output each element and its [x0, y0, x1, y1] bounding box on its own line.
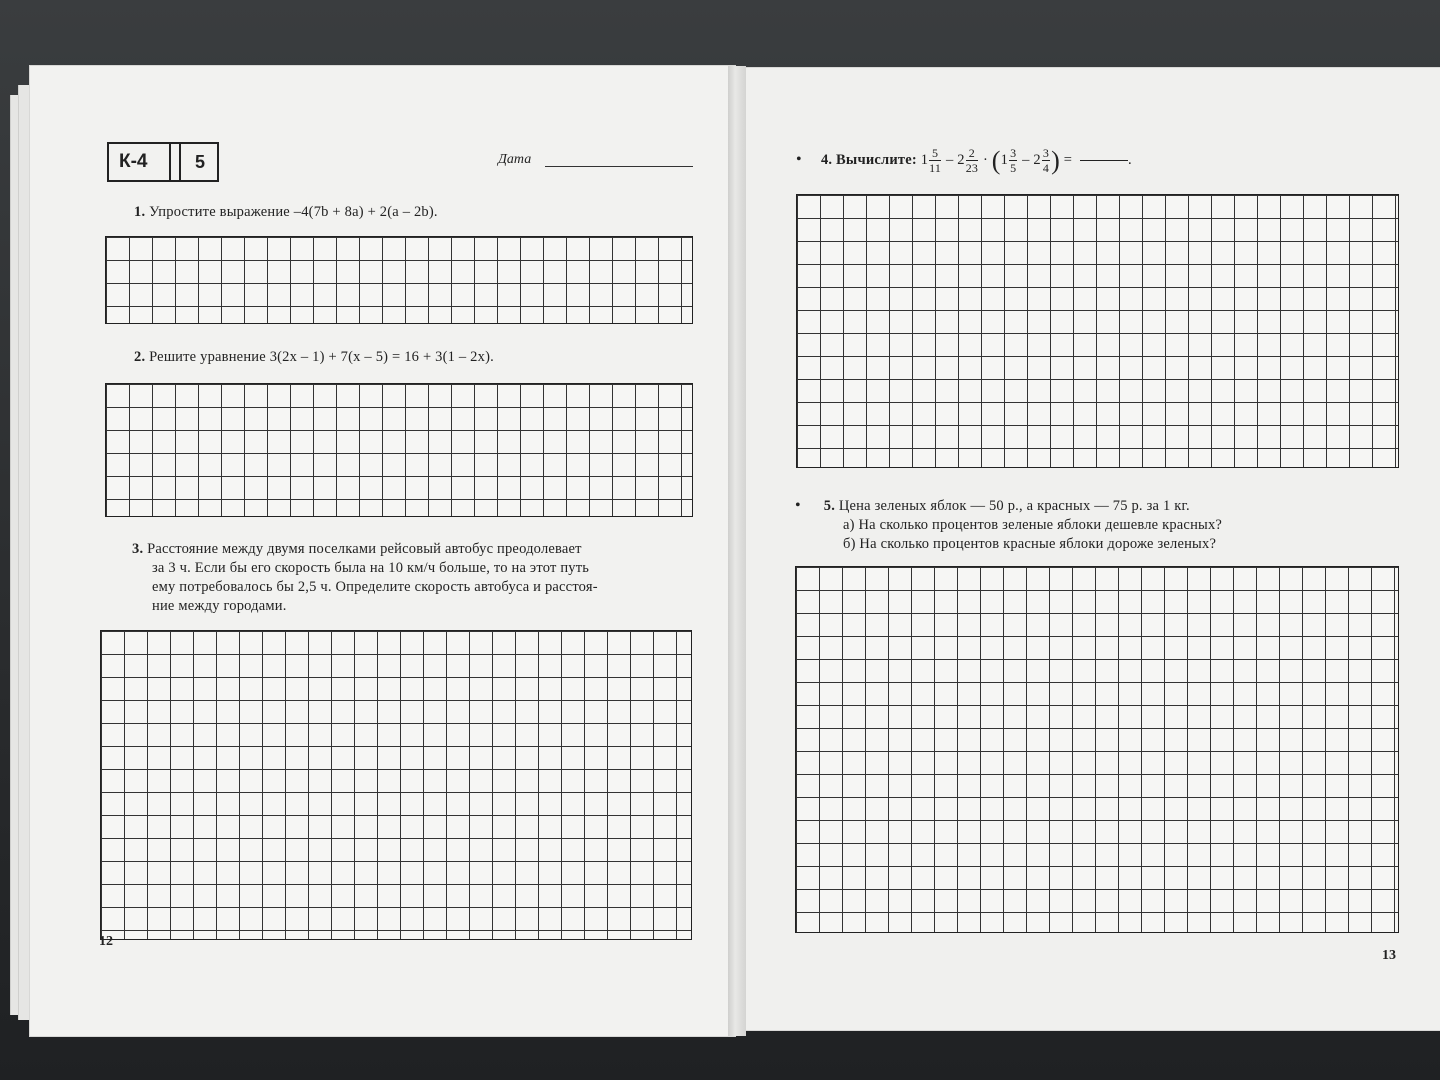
mixed-number-whole: 1: [920, 151, 929, 168]
mixed-number-whole: 2: [1033, 151, 1041, 168]
answer-grid-4[interactable]: [796, 194, 1399, 468]
worksheet-badge: [107, 142, 219, 182]
fraction: $\frac{3}{5}$: [1010, 146, 1017, 175]
page-number-right: 13: [1382, 948, 1396, 963]
fraction: $\frac{2}{23}$: [965, 146, 979, 175]
date-label: Дата: [498, 152, 532, 167]
answer-grid-2[interactable]: [105, 383, 693, 517]
task-3-line: за 3 ч. Если бы его скорость была на 10 км/ч больше, то на этот путь: [152, 560, 590, 576]
page-number-left: 12: [99, 934, 113, 949]
task-4-end: .: [1127, 151, 1132, 168]
answer-grid-3[interactable]: [100, 630, 692, 940]
operator-minus: –: [1022, 151, 1030, 168]
task-4-number: 4.: [820, 151, 833, 168]
fraction: $\frac{5}{11}$: [929, 146, 942, 175]
task-4-label: Вычислите:: [836, 151, 917, 168]
task-5-bullet: •: [795, 497, 801, 514]
task-3-line: Расстояние между двумя поселками рейсовый автобус преодолевает: [147, 541, 582, 557]
task-5-part-a: а) На сколько процентов зеленые яблоки дешевле красных?: [843, 517, 1223, 533]
task-1-number: 1.: [134, 204, 146, 220]
badge-spiral-icon: [169, 144, 181, 180]
task-1-text: Упростите выражение –4(7b + 8a) + 2(a – 2b).: [149, 204, 438, 220]
task-5-text: Цена зеленых яблок — 50 р., а красных — 75 р. за 1 кг.: [838, 498, 1190, 514]
task-2: [134, 348, 494, 367]
operator-dot: ·: [982, 151, 988, 168]
fraction: $\frac{3}{4}$: [1042, 146, 1050, 175]
task-3-line: ему потребовалось бы 2,5 ч. Определите скорость автобуса и расстоя-: [152, 579, 598, 595]
task-2-number: 2.: [134, 349, 146, 365]
open-paren: (: [991, 146, 1001, 175]
close-paren: ): [1051, 146, 1060, 175]
task-4: [796, 146, 1132, 175]
task-5-part-b: б) На сколько процентов красные яблоки дороже зеленых?: [843, 536, 1217, 552]
task-2-text: Решите уравнение 3(2x – 1) + 7(x – 5) = 16 + 3(1 – 2x).: [149, 349, 494, 365]
task-5-number: 5.: [823, 498, 836, 514]
operator-equals: =: [1063, 151, 1073, 168]
task-3: [132, 540, 702, 616]
date-field-line[interactable]: [545, 166, 693, 167]
book-spine: [728, 66, 746, 1036]
task-4-bullet: •: [796, 150, 802, 168]
answer-blank[interactable]: [1080, 160, 1128, 161]
task-5: [795, 496, 1222, 554]
task-1: [134, 203, 438, 222]
task-3-number: 3.: [132, 541, 144, 557]
answer-grid-1[interactable]: [105, 236, 693, 324]
mixed-number-whole: 1: [1000, 151, 1009, 168]
variant-number: 5: [195, 151, 206, 172]
mixed-number-whole: 2: [957, 151, 965, 168]
operator-minus: –: [945, 151, 954, 168]
worksheet-code: К-4: [119, 151, 148, 172]
answer-grid-5[interactable]: [795, 566, 1399, 933]
task-3-line: ние между городами.: [152, 598, 287, 614]
